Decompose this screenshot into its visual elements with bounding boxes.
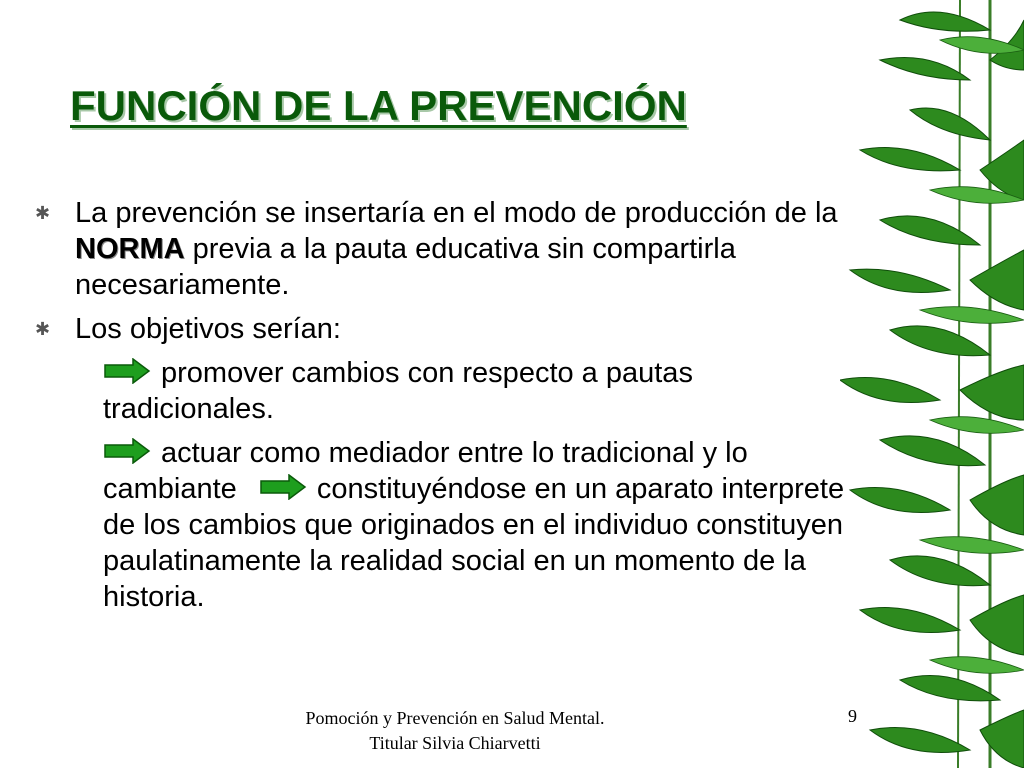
bullet-text: Los objetivos serían: — [75, 313, 341, 345]
page-number: 9 — [848, 706, 857, 726]
objective-item — [75, 355, 865, 427]
bullet-text-before: La prevención se insertaría en el modo de producción de la — [75, 197, 838, 229]
asterisk-bullet-icon: ✱ — [35, 203, 51, 223]
footer-line1: Pomoción y Prevención en Salud Mental. — [305, 708, 605, 728]
right-arrow-icon — [103, 358, 151, 384]
objective-text-b: constituyéndose en un aparato interprete de los cambios que originados en el individuo constituyen paulatinamente la realidad social en un momento de la historia. — [103, 473, 845, 613]
bullet-text-after: previa a la pauta educativa sin compartirla necesariamente. — [75, 233, 736, 301]
slide-title: FUNCIÓN DE LA PREVENCIÓN — [70, 82, 687, 129]
objective-text: promover cambios con respecto a pautas tradicionales. — [103, 357, 693, 425]
objective-text-a: actuar como mediador entre lo tradicional y lo cambiante — [103, 437, 748, 505]
right-arrow-icon — [259, 474, 307, 500]
footer-line2: Titular Silvia Chiarvetti — [369, 733, 541, 753]
objective-item — [75, 435, 865, 615]
right-arrow-icon — [103, 438, 151, 464]
asterisk-bullet-icon: ✱ — [35, 319, 51, 339]
slide-content — [35, 195, 865, 623]
bullet-item — [35, 311, 865, 347]
bullet-item — [35, 195, 865, 303]
norma-bold: NORMA — [75, 233, 185, 265]
footer — [240, 706, 670, 756]
bamboo-leaves-decoration-icon — [840, 0, 1024, 768]
